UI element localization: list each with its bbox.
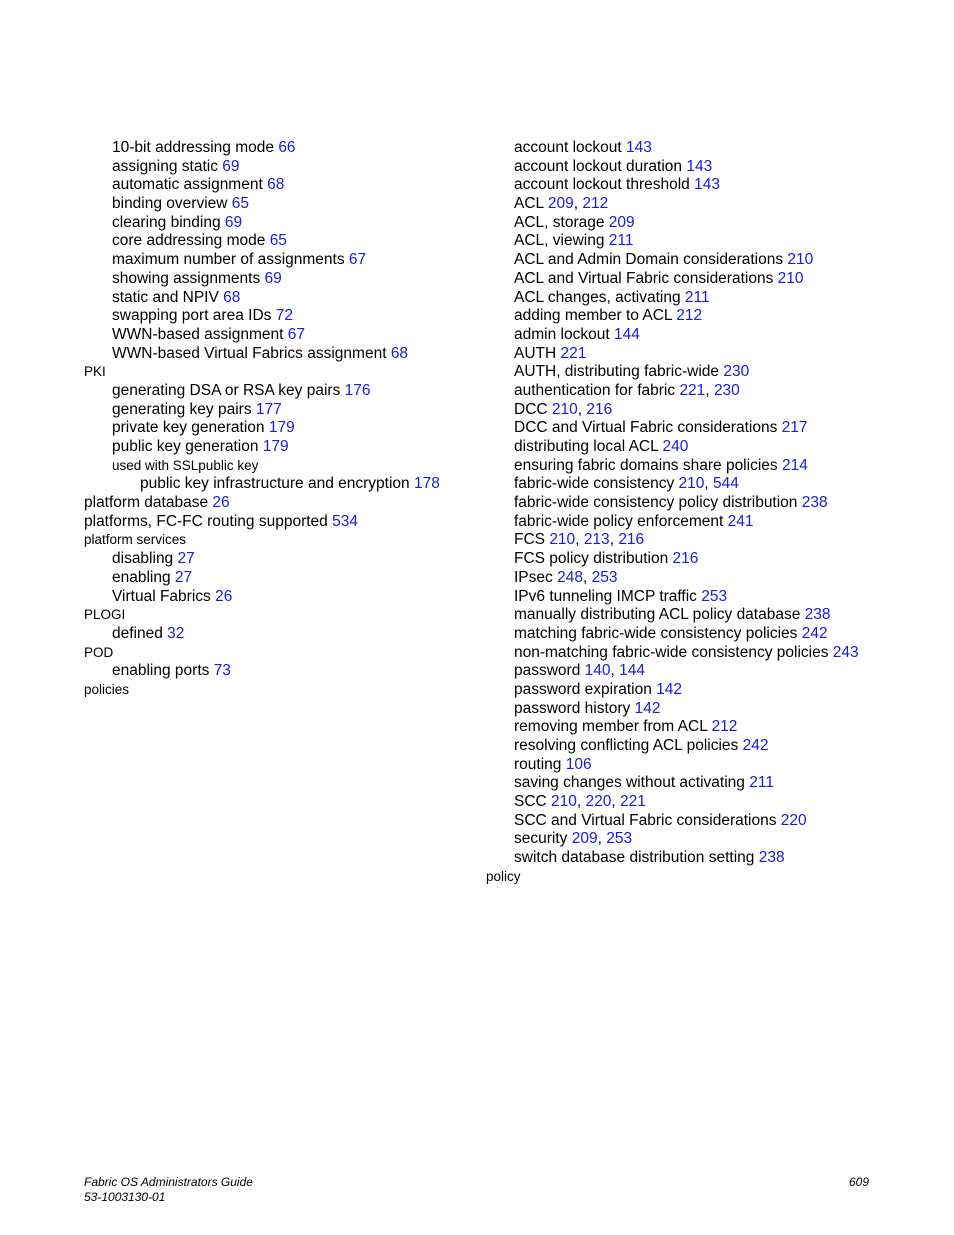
index-entry (486, 849, 946, 868)
index-entry (486, 270, 946, 289)
page-link[interactable]: 241 (727, 512, 754, 530)
page-link[interactable]: 73 (213, 662, 231, 680)
index-entry (84, 382, 484, 401)
index-term: disabling (112, 550, 174, 568)
footer-left (84, 1175, 253, 1205)
index-entry (486, 289, 946, 308)
page-link[interactable]: 211 (684, 288, 710, 306)
index-entry (84, 326, 484, 345)
index-entry (486, 457, 946, 476)
index-term: fabric-wide policy enforcement (514, 512, 724, 530)
index-term: core addressing mode (112, 232, 266, 250)
index-entry (486, 232, 946, 251)
page-link[interactable]: 65 (269, 232, 287, 250)
index-entry (486, 139, 946, 158)
index-entry (84, 513, 484, 532)
page-link[interactable]: 140 (584, 662, 611, 680)
index-term: policies (84, 681, 130, 697)
index-entry (84, 289, 484, 308)
index-entry (84, 195, 484, 214)
index-entry (486, 550, 946, 569)
page-link[interactable]: 66 (278, 139, 296, 156)
index-term: platform services (84, 532, 187, 548)
index-term: authentication for fabric (514, 381, 676, 399)
index-column-left (84, 139, 484, 700)
index-entry: SCC 210, 220, 221 (514, 793, 646, 811)
footer-guide-title: Fabric OS Administrators Guide (84, 1175, 253, 1189)
index-entry (84, 176, 484, 195)
index-term: ensuring fabric domains share policies (514, 456, 778, 474)
index-term: generating DSA or RSA key pairs (112, 381, 341, 399)
index-entry (486, 681, 946, 700)
page-link[interactable]: 210 (678, 475, 705, 493)
index-term: fabric-wide consistency (514, 475, 675, 493)
index-entry (84, 681, 484, 700)
page-link[interactable]: 210 (551, 793, 577, 811)
index-term: platforms, FC-FC routing supported (84, 512, 328, 530)
index-term: DCC (514, 400, 548, 418)
index-term: distributing local ACL (514, 438, 659, 455)
index-term: account lockout (514, 139, 622, 156)
page-link[interactable]: 211 (608, 232, 634, 250)
page-link[interactable]: 179 (268, 419, 295, 437)
page-link[interactable]: 238 (801, 494, 828, 512)
index-column-right (486, 139, 946, 887)
index-term: IPsec (514, 568, 553, 586)
index-term: IPv6 tunneling IMCP traffic (514, 587, 697, 605)
index-entry: fabric-wide consistency 210, 544 (514, 475, 739, 493)
index-term: routing (514, 755, 562, 773)
page-link[interactable]: 240 (662, 438, 689, 455)
page-link[interactable]: 238 (758, 849, 785, 867)
index-term: used with SSLpublic key (112, 457, 259, 473)
page-link[interactable]: 243 (832, 643, 859, 661)
footer-doc-number: 53-1003130-01 (84, 1190, 166, 1204)
index-term: AUTH (514, 344, 557, 362)
page-link[interactable]: 26 (212, 494, 230, 512)
index-term: ACL, viewing (514, 232, 605, 250)
index-entry: ACL 209, 212 (514, 195, 609, 213)
index-entry (486, 214, 946, 233)
page-link[interactable]: 144 (619, 662, 646, 680)
page-link[interactable]: 216 (618, 531, 645, 549)
index-term: ACL (514, 195, 544, 213)
page-link[interactable]: 68 (390, 344, 409, 362)
page-link[interactable]: 69 (264, 269, 282, 287)
index-term: password history (514, 699, 631, 717)
index-entry: authentication for fabric 221, 230 (514, 381, 740, 399)
page-link[interactable]: 177 (255, 400, 282, 418)
page-link[interactable]: 65 (231, 195, 250, 213)
index-entry (84, 270, 484, 289)
index-term: matching fabric-wide consistency policies (514, 624, 798, 642)
index-entry (84, 569, 484, 588)
page-link[interactable]: 143 (626, 139, 652, 156)
index-entry (84, 606, 484, 625)
page-link[interactable]: 210 (787, 251, 814, 269)
index-term: binding overview (112, 195, 228, 213)
index-entry (486, 774, 946, 793)
index-term: maximum number of assignments (112, 251, 345, 269)
index-entry (84, 625, 484, 644)
index-term: policy (486, 868, 521, 884)
page-link[interactable]: 209 (571, 830, 598, 848)
index-entry (486, 251, 946, 270)
index-entry (84, 588, 484, 607)
page-link[interactable]: 176 (344, 381, 371, 399)
index-term: manually distributing ACL policy database (514, 606, 801, 624)
index-term: removing member from ACL (514, 718, 708, 736)
index-term: resolving conflicting ACL policies (514, 737, 739, 754)
index-entry (84, 307, 484, 326)
index-term: swapping port area IDs (112, 307, 272, 325)
index-term: static and NPIV (112, 288, 219, 306)
index-term: platform database (84, 494, 209, 512)
index-term: public key generation (112, 438, 259, 455)
index-entry (486, 625, 946, 644)
index-term: switch database distribution setting (514, 849, 755, 867)
index-term: non-matching fabric-wide consistency policies (514, 643, 829, 661)
page-link[interactable]: 230 (713, 381, 740, 399)
index-entry (84, 251, 484, 270)
index-term: clearing binding (112, 213, 221, 231)
index-entry (486, 606, 946, 625)
index-term: PLOGI (84, 607, 126, 623)
index-term: password expiration (514, 680, 652, 698)
page-link[interactable]: 143 (686, 157, 713, 175)
page-link[interactable]: 142 (634, 699, 661, 717)
index-entry (486, 513, 946, 532)
page-link[interactable]: 68 (267, 176, 285, 194)
footer-page-number: 609 (849, 1175, 870, 1189)
index-entry: IPsec 248, 253 (514, 568, 618, 586)
page-link[interactable]: 213 (583, 531, 610, 549)
index-entry (486, 345, 946, 364)
index-term: WWN-based assignment (112, 325, 284, 343)
index-term: security (514, 830, 568, 848)
page-link[interactable]: 69 (224, 213, 243, 231)
page-link[interactable]: 209 (608, 213, 635, 231)
page-link[interactable]: 214 (781, 456, 808, 474)
page-link[interactable]: 216 (672, 550, 699, 568)
index-term: assigning static (112, 157, 218, 175)
index-term: ACL and Virtual Fabric considerations (514, 269, 774, 287)
index-entry (84, 363, 484, 382)
page-link[interactable]: 242 (742, 737, 769, 754)
page-link[interactable]: 27 (177, 550, 195, 568)
index-term: saving changes without activating (514, 774, 745, 792)
page-link[interactable]: 212 (711, 718, 738, 736)
page-link[interactable]: 106 (565, 755, 592, 773)
index-entry (486, 756, 946, 775)
index-entry (84, 662, 484, 681)
index-term: showing assignments (112, 269, 261, 287)
index-term: SCC (514, 793, 547, 811)
index-entry (84, 475, 484, 494)
index-entry (84, 158, 484, 177)
page-link[interactable]: 27 (174, 568, 193, 586)
index-entry (486, 644, 946, 663)
index-entry (486, 812, 946, 831)
page-link[interactable]: 253 (606, 830, 633, 848)
page-link[interactable]: 142 (656, 680, 683, 698)
page-link[interactable]: 212 (676, 307, 703, 325)
index-term: AUTH, distributing fabric-wide (514, 363, 720, 381)
index-entry (84, 494, 484, 513)
page-link[interactable]: 221 (679, 381, 706, 399)
index-term: automatic assignment (112, 176, 263, 194)
page-link[interactable]: 68 (223, 288, 241, 306)
page-link[interactable]: 544 (713, 475, 739, 493)
page-link[interactable]: 211 (749, 774, 774, 792)
page-link[interactable]: 209 (547, 195, 574, 213)
page-link[interactable]: 143 (694, 176, 720, 194)
page-link[interactable]: 144 (613, 325, 640, 343)
page-link[interactable]: 32 (167, 624, 185, 642)
index-entry (486, 419, 946, 438)
index-term: public key infrastructure and encryption (140, 475, 410, 493)
index-term: DCC and Virtual Fabric considerations (514, 419, 778, 437)
index-term: ACL, storage (514, 213, 605, 231)
index-entry (84, 139, 484, 158)
index-term: enabling ports (112, 662, 210, 680)
index-term: generating key pairs (112, 400, 252, 418)
index-term: private key generation (112, 419, 265, 437)
page-link[interactable]: 210 (551, 400, 578, 418)
index-term: ACL changes, activating (514, 288, 681, 306)
page-link[interactable]: 221 (560, 344, 587, 362)
page-link[interactable]: 210 (549, 531, 576, 549)
page-link[interactable]: 221 (620, 793, 646, 811)
page-link[interactable]: 210 (777, 269, 804, 287)
index-entry (486, 438, 946, 457)
index-entry (84, 232, 484, 251)
index-entry (486, 588, 946, 607)
page-link[interactable]: 69 (222, 157, 240, 175)
index-entry (84, 531, 484, 550)
index-entry (84, 214, 484, 233)
index-entry (486, 718, 946, 737)
index-term: SCC and Virtual Fabric considerations (514, 811, 777, 829)
index-entry (486, 868, 946, 887)
index-term: adding member to ACL (514, 307, 672, 325)
index-term: ACL and Admin Domain considerations (514, 251, 784, 269)
index-entry (84, 550, 484, 569)
index-entry (84, 345, 484, 364)
page-link[interactable]: 253 (701, 587, 728, 605)
index-term: defined (112, 624, 163, 642)
page-link[interactable]: 220 (780, 811, 807, 829)
page-link[interactable]: 534 (332, 512, 358, 530)
index-term: FCS policy distribution (514, 550, 669, 568)
index-entry (486, 363, 946, 382)
index-entry (84, 644, 484, 663)
index-entry (84, 401, 484, 420)
page-link[interactable]: 253 (591, 568, 618, 586)
index-entry (486, 494, 946, 513)
index-term: enabling (112, 568, 171, 586)
page-link[interactable]: 179 (262, 438, 289, 455)
index-term: account lockout duration (514, 157, 683, 175)
page-link[interactable]: 220 (585, 793, 612, 811)
index-entry (486, 700, 946, 719)
page-link[interactable]: 212 (582, 195, 609, 213)
index-term: POD (84, 644, 114, 660)
index-entry: FCS 210, 213, 216 (514, 531, 645, 549)
index-entry (84, 419, 484, 438)
index-term: FCS (514, 531, 545, 549)
index-term: WWN-based Virtual Fabrics assignment (112, 344, 387, 362)
index-entry: DCC 210, 216 (514, 400, 613, 418)
page-link[interactable]: 72 (275, 307, 293, 325)
index-entry (486, 176, 946, 195)
page-link[interactable]: 67 (348, 251, 367, 269)
index-entry (486, 737, 946, 756)
index-term: admin lockout (514, 325, 610, 343)
index-entry (486, 158, 946, 177)
index-entry (84, 438, 484, 457)
page-link[interactable]: 217 (781, 419, 808, 437)
index-term: password (514, 662, 581, 680)
index-term: Virtual Fabrics (112, 587, 211, 605)
index-term: fabric-wide consistency policy distribution (514, 494, 798, 512)
page-link[interactable]: 238 (804, 606, 831, 624)
page-link[interactable]: 26 (215, 587, 233, 605)
page-link[interactable]: 178 (413, 475, 440, 493)
index-term: account lockout threshold (514, 176, 690, 194)
page-link[interactable]: 216 (586, 400, 613, 418)
index-entry: security 209, 253 (514, 830, 633, 848)
index-entry (84, 457, 484, 476)
page-link[interactable]: 67 (287, 325, 305, 343)
index-entry (486, 326, 946, 345)
page-link[interactable]: 230 (723, 363, 750, 381)
index-term: 10-bit addressing mode (112, 139, 274, 156)
page-link[interactable]: 248 (557, 568, 583, 586)
page-link[interactable]: 242 (801, 624, 828, 642)
index-term: PKI (84, 364, 106, 380)
index-entry: password 140, 144 (514, 662, 646, 680)
index-entry (486, 307, 946, 326)
